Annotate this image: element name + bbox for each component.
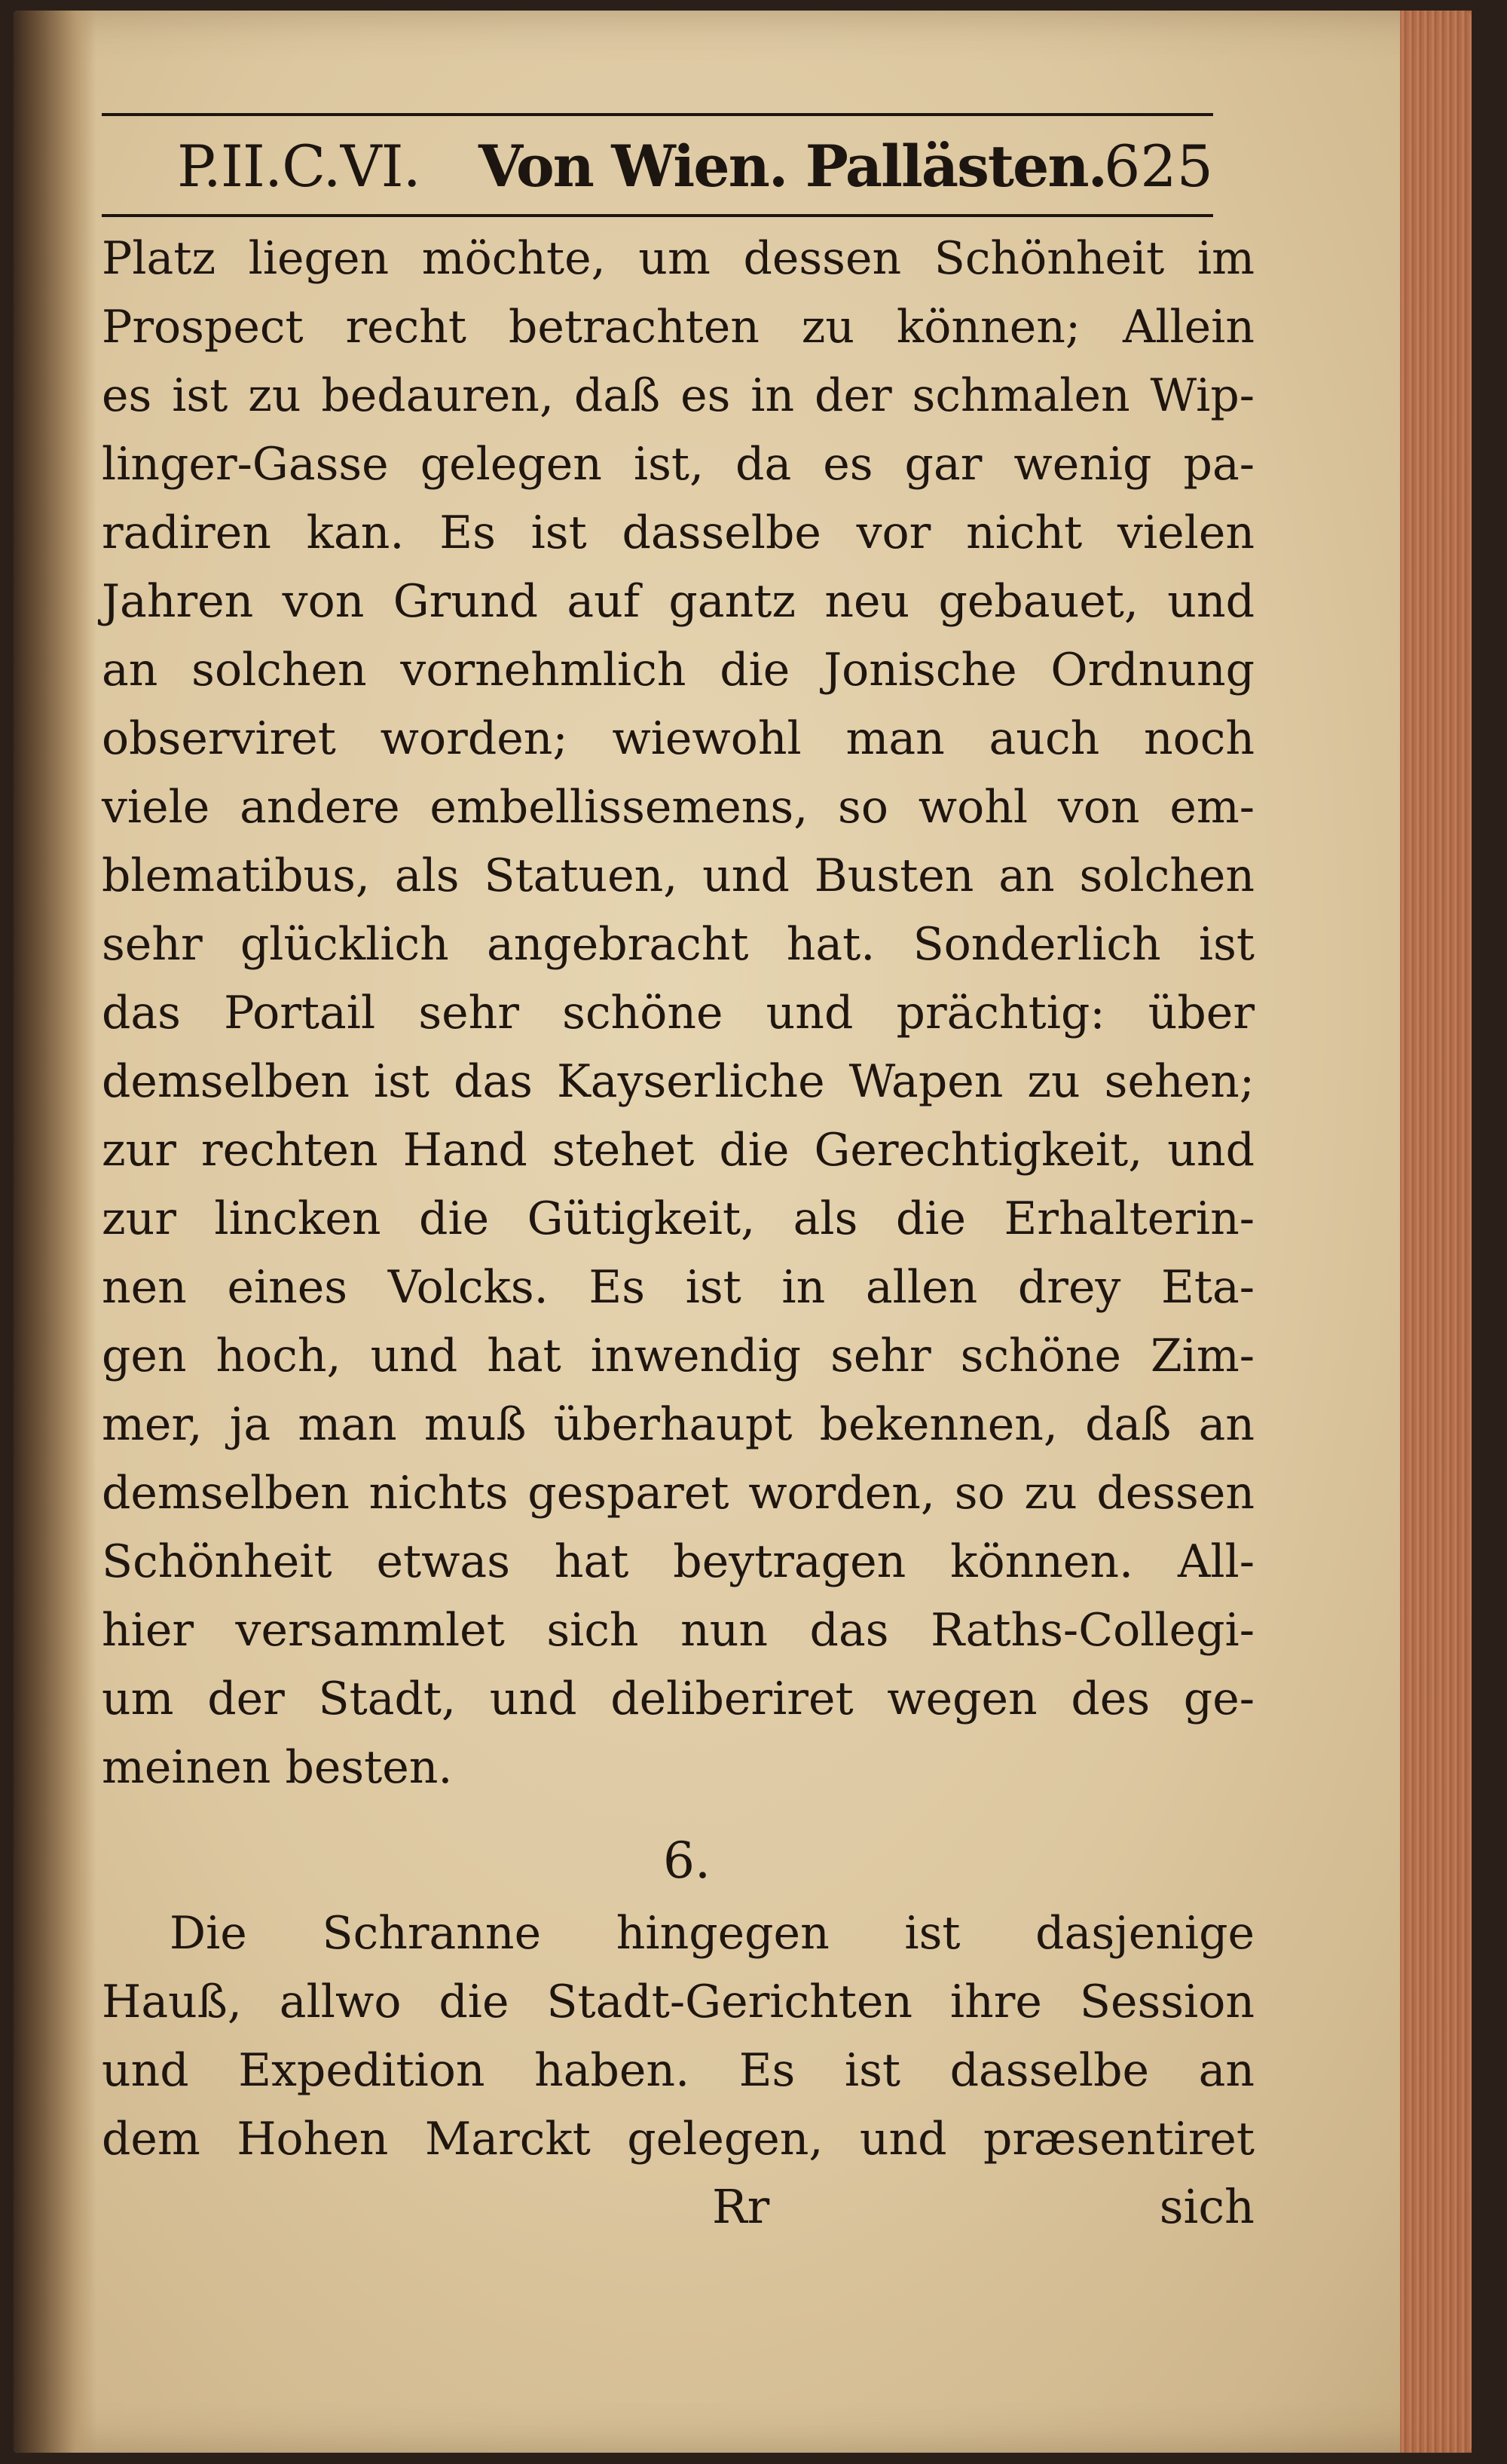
text-line: und Expedition haben. Es ist dasselbe an (102, 2044, 1255, 2097)
text-line: Prospect recht betrachten zu können; Allein (102, 301, 1255, 354)
header-title: Von Wien. Pallästen. (478, 133, 1107, 200)
text-line: demselben ist das Kayserliche Wapen zu sehen; (102, 1055, 1255, 1108)
page-header (102, 113, 1213, 217)
text-line: demselben nichts gesparet worden, so zu dessen (102, 1467, 1255, 1520)
text-line: es ist zu bedauren, daß es in der schmalen Wip- (102, 369, 1255, 422)
running-head: P.II.C.VI. (177, 133, 420, 200)
text-line: viele andere embellissemens, so wohl von em- (102, 781, 1255, 834)
text-line: das Portail sehr schöne und prächtig: über (102, 987, 1255, 1039)
text-line: sehr glücklich angebracht hat. Sonderlich ist (102, 918, 1255, 971)
text-line: Platz liegen möchte, um dessen Schönheit im (102, 232, 1255, 285)
text-line: linger-Gasse gelegen ist, da es gar wenig pa- (102, 438, 1255, 491)
text-line: Die Schranne hingegen ist dasjenige (170, 1907, 1255, 1960)
text-line: zur rechten Hand stehet die Gerechtigkeit, und (102, 1124, 1255, 1177)
text-line: Jahren von Grund auf gantz neu gebauet, und (102, 575, 1255, 628)
catchword: sich (1159, 2179, 1255, 2234)
section-number: 6. (663, 1832, 711, 1890)
page-footer (102, 2172, 1255, 2241)
text-line: meinen besten. (102, 1741, 453, 1794)
text-line: gen hoch, und hat inwendig sehr schöne Zim- (102, 1330, 1255, 1382)
text-line: Hauß, allwo die Stadt-Gerichten ihre Session (102, 1976, 1255, 2028)
text-line: blematibus, als Statuen, und Busten an solchen (102, 849, 1255, 902)
text-line: Schönheit etwas hat beytragen können. All- (102, 1535, 1255, 1588)
paragraph-2 (102, 1899, 1255, 2174)
text-line: um der Stadt, und deliberiret wegen des ge- (102, 1673, 1255, 1725)
page-number: 625 (1103, 133, 1213, 200)
text-line: hier versammlet sich nun das Raths-Collegi- (102, 1604, 1255, 1657)
text-line: dem Hohen Marckt gelegen, und præsentiret (102, 2113, 1255, 2166)
signature-mark: Rr (712, 2179, 770, 2234)
text-line: zur lincken die Gütigkeit, als die Erhalterin- (102, 1192, 1255, 1245)
page-gutter (14, 11, 96, 2453)
text-line: mer, ja man muß überhaupt bekennen, daß an (102, 1398, 1255, 1451)
text-line: nen eines Volcks. Es ist in allen drey Eta- (102, 1261, 1255, 1314)
text-line: an solchen vornehmlich die Jonische Ordnung (102, 644, 1255, 696)
paragraph-1 (102, 225, 1255, 1802)
page-edge (1400, 11, 1472, 2453)
text-line: radiren kan. Es ist dasselbe vor nicht vielen (102, 507, 1255, 559)
text-line: observiret worden; wiewohl man auch noch (102, 712, 1255, 765)
